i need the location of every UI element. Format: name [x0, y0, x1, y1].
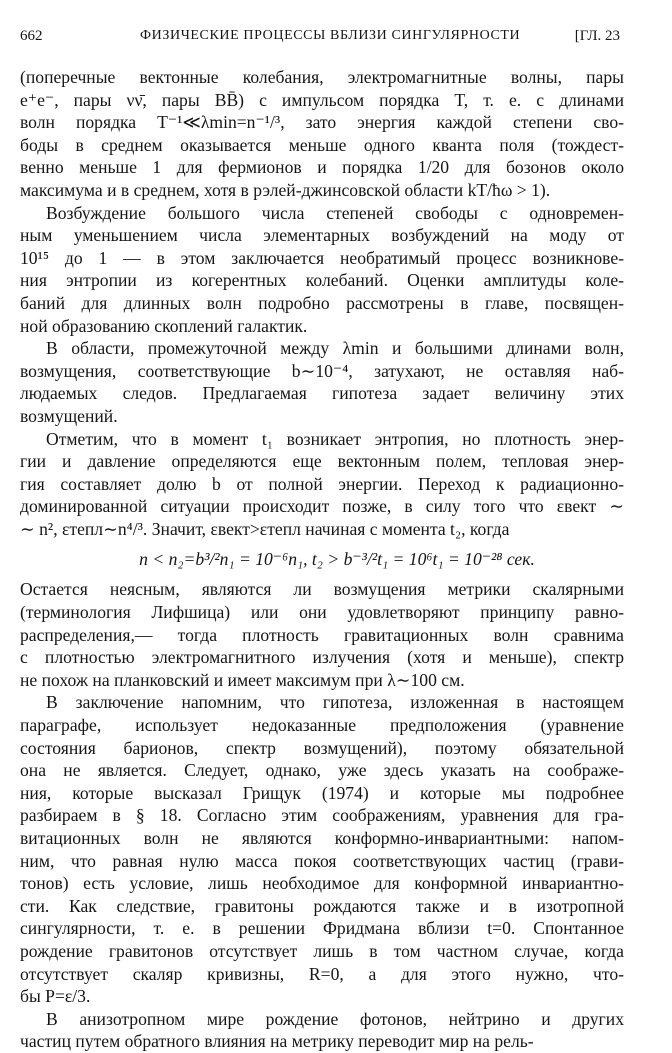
- text-line: она не является. Следует, однако, уже здесь указать на соображе-: [20, 760, 624, 781]
- text-line: возмущений.: [20, 405, 118, 426]
- paragraph: [20, 691, 624, 1007]
- paragraph: [20, 337, 624, 427]
- text-line: ния, которые высказал Грищук (1974) и которые мы подробнее: [20, 782, 624, 803]
- text-line: В области, промежуточной между λmin и большими длинами волн,: [46, 338, 624, 359]
- text-line: ной образованию скоплений галактик.: [20, 315, 308, 336]
- text-line: боды в среднем оказывается меньше одного кванта поля (тождест-: [20, 134, 624, 155]
- text-line: баний для длинных волн подробно рассмотрены в главе, посвящен-: [20, 292, 624, 313]
- page-number: 662: [20, 28, 43, 44]
- paragraph: [20, 66, 624, 202]
- page-body: [20, 66, 624, 1053]
- text-line: ∼ n², εтепл∼n⁴/³. Значит, εвект>εтепл начиная с момента t₂, когда: [20, 518, 510, 539]
- running-header: [20, 28, 620, 52]
- text-line: e⁺e⁻, пары νν̄, пары BB̄) с импульсом порядка T, т. е. с длинами: [20, 89, 624, 110]
- text-line: бы P=ε/3.: [20, 986, 91, 1007]
- text-block-before-formula: [20, 66, 624, 540]
- text-line: (поперечные вектонные колебания, электромагнитные волны, пары: [20, 67, 624, 87]
- text-line: Остается неясным, являются ли возмущения метрики скалярными: [20, 579, 624, 600]
- paragraph: [20, 202, 624, 338]
- running-title: ФИЗИЧЕСКИЕ ПРОЦЕССЫ ВБЛИЗИ СИНГУЛЯРНОСТИ: [140, 28, 521, 43]
- text-line: состояния барионов, спектр возмущений), поэтому обязательной: [20, 737, 624, 758]
- chapter-label: [ГЛ. 23: [574, 28, 620, 44]
- text-line: В заключение напомним, что гипотеза, изложенная в настоящем: [46, 692, 624, 713]
- text-line: доминированной ситуации происходит позже, в силу того что εвект ∼: [20, 496, 624, 517]
- paragraph: [20, 578, 624, 691]
- text-line: не похож на планковский и имеет максимум при λ∼100 см.: [20, 669, 465, 690]
- text-line: параграфе, использует недоказанные предположения (уравнение: [20, 715, 624, 736]
- text-line: рождение гравитонов отсутствует лишь в том частном случае, когда: [20, 940, 624, 961]
- text-line: людаемых следов. Предлагаемая гипотеза задает величину этих: [20, 383, 624, 404]
- text-line: максимума и в среднем, хотя в рэлей-джинсовской области kT/ħω > 1).: [20, 179, 551, 200]
- display-formula: n < n₂=b³/²n₁ = 10⁻⁶n₁, t₂ > b⁻³/²t₁ = 10⁶t₁ = 10⁻²⁸ сек.: [139, 549, 535, 570]
- text-line: сти. Как следствие, гравитоны рождаются также и в изотропной: [20, 895, 624, 916]
- text-line: В анизотропном мире рождение фотонов, нейтрино и других: [46, 1008, 624, 1029]
- text-line: сингулярности, т. е. в решении Фридмана вблизи t=0. Спонтанное: [20, 918, 624, 939]
- text-line: гии и давление определяются еще вектонным полем, тепловая энер-: [20, 451, 624, 472]
- paragraph: [20, 428, 624, 541]
- text-line: Отметим, что в момент t₁ возникает энтропия, но плотность энер-: [46, 428, 624, 449]
- text-line: волн порядка T⁻¹≪λmin=n⁻¹/³, зато энергия каждой степени сво-: [20, 112, 624, 133]
- text-line: (терминология Лифшица) или они удовлетворяют принципу равно-: [20, 602, 624, 623]
- text-line: с плотностью электромагнитного излучения (хотя и меньше), спектр: [20, 647, 624, 668]
- text-line: ним, что равная нулю масса покоя соответствующих частиц (грави-: [20, 850, 624, 871]
- text-line: разбираем в § 18. Согласно этим соображениям, уравнения для гра-: [20, 805, 624, 826]
- text-block-after-formula: [20, 578, 624, 1052]
- paragraph: [20, 1008, 624, 1053]
- text-line: гия составляет долю b от полной энергии. Переход к радиационно-: [20, 473, 624, 494]
- text-line: Возбуждение большого числа степеней свободы с одновремен-: [46, 202, 624, 223]
- text-line: витационных волн не являются конформно-инвариантными: напом-: [20, 828, 624, 848]
- text-line: ния энтропии из когерентных колебаний. Оценки амплитуды коле-: [20, 270, 624, 291]
- text-line: тонов) есть условие, лишь необходимое для конформной инвариантно-: [20, 873, 624, 894]
- text-line: ным уменьшением числа элементарных возбуждений на моду от: [20, 225, 624, 246]
- text-line: возмущения, соответствующие b∼10⁻⁴, затухают, не оставляя наб-: [20, 360, 624, 381]
- text-line: распределения,— тогда плотность гравитационных волн сравнима: [20, 624, 624, 645]
- text-line: венно меньше 1 для фермионов и порядка 1/20 для бозонов около: [20, 157, 624, 178]
- text-line: частиц путем обратного влияния на метрику переводит мир на рель-: [20, 1031, 534, 1052]
- text-line: 10¹⁵ до 1 — в этом заключается необратимый процесс возникнове-: [20, 247, 624, 268]
- text-line: отсутствует скаляр кривизны, R=0, а для этого нужно, что-: [20, 963, 624, 984]
